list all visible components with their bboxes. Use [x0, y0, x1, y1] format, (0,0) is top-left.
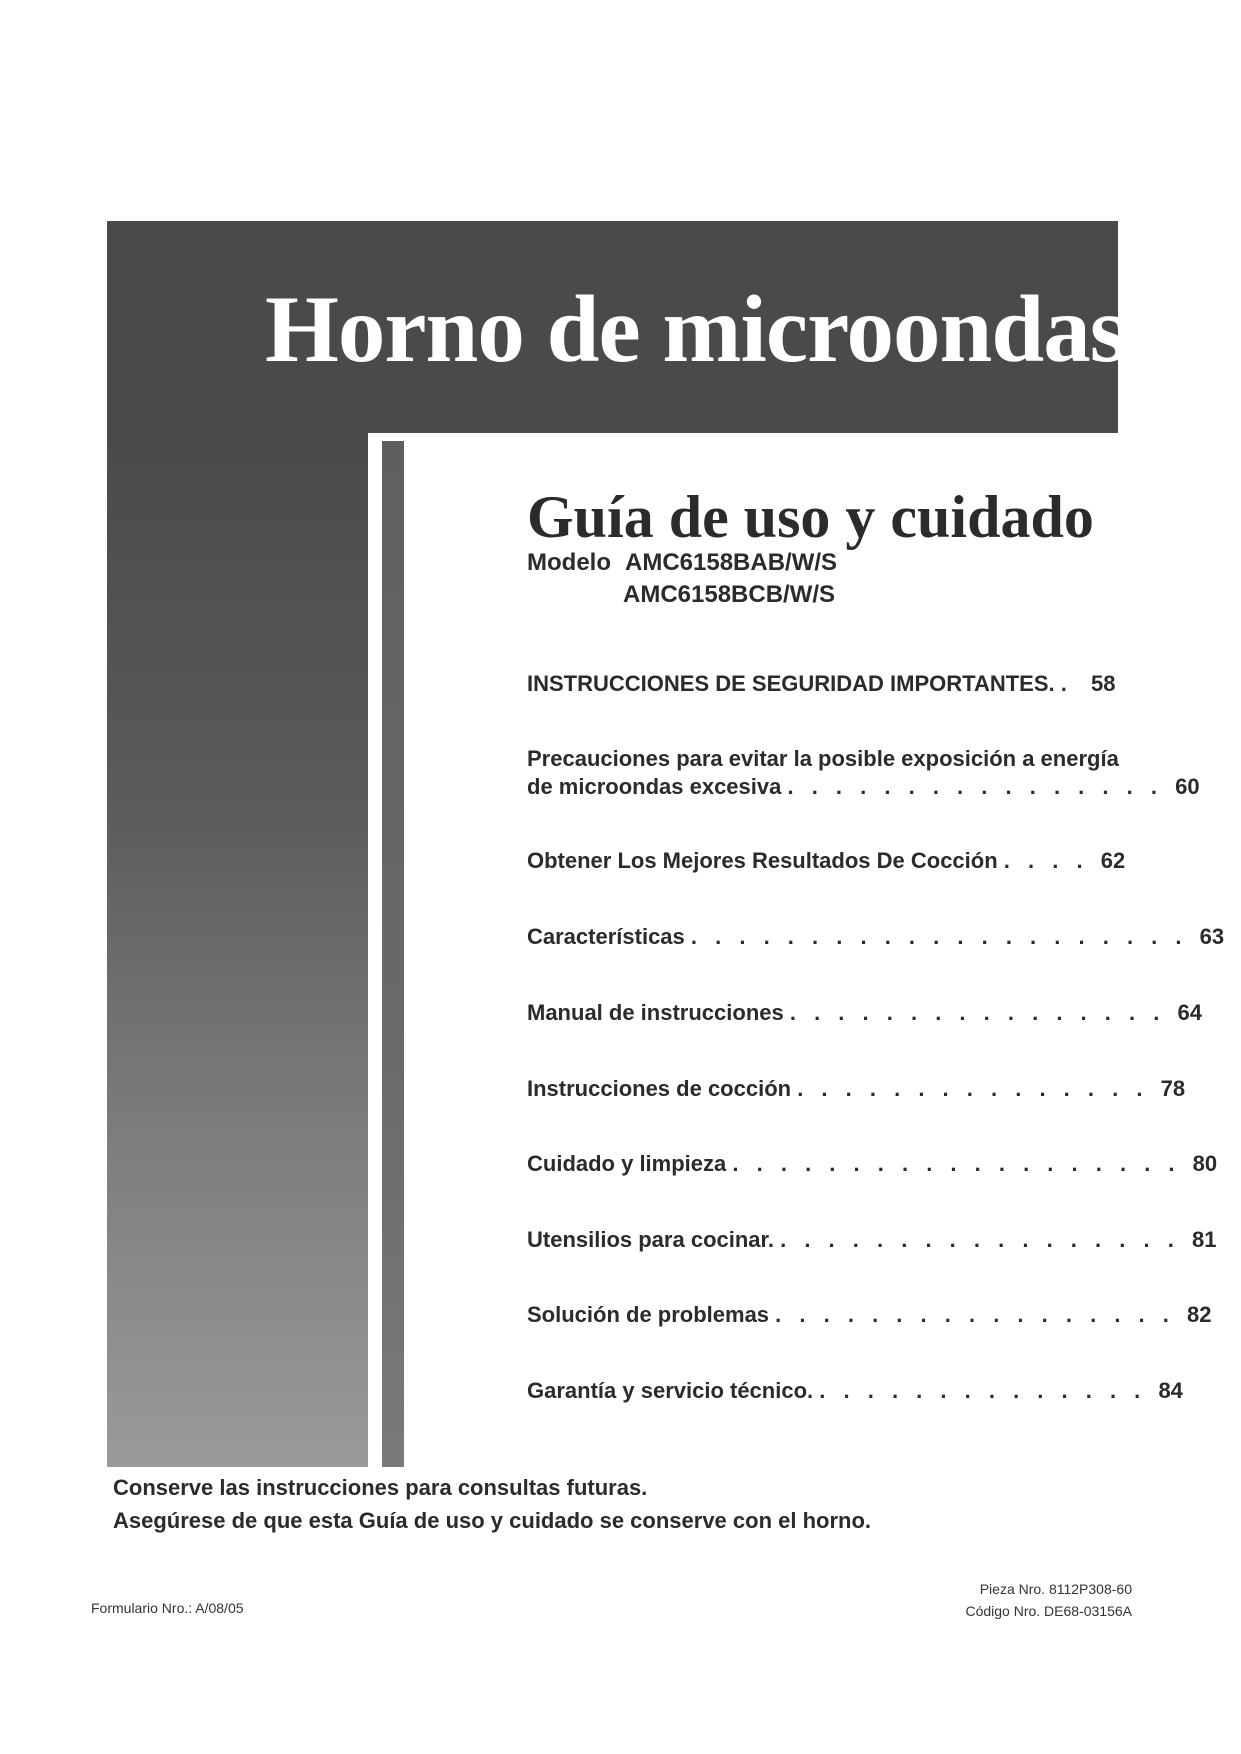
toc-entry-title: Instrucciones de cocción — [527, 1076, 792, 1101]
toc-entry-leader: . . . . . . . . . . . . . . . . . — [780, 1227, 1180, 1252]
toc-entry-page: 84 — [1158, 1378, 1183, 1403]
cover-stripe — [382, 441, 404, 1467]
toc-entry-leader: . . . . . . . . . . . . . . . . . — [775, 1302, 1175, 1327]
toc-entry-leader: . . . . . . . . . . . . . . . . . . . . . — [690, 924, 1188, 949]
toc-entry-leader: . . . . . . . . . . . . . . . . . . . — [732, 1151, 1181, 1176]
toc-entry-cooking[interactable] — [527, 1075, 1186, 1103]
model-line-1 — [527, 551, 837, 575]
toc-entry-page: 60 — [1175, 774, 1200, 799]
toc-entry-title: INSTRUCCIONES DE SEGURIDAD IMPORTANTES. — [527, 671, 1055, 696]
note-line-1: Conserve las instrucciones para consultas futuras. — [113, 1475, 648, 1500]
toc-entry-leader: . — [1060, 671, 1085, 696]
toc-entry-page: 63 — [1199, 924, 1225, 949]
toc-entry-page: 64 — [1177, 1000, 1202, 1025]
guide-subtitle: Guía de uso y cuidado — [527, 484, 1094, 550]
model-number-1: AMC6158BAB/W/S — [625, 549, 838, 576]
code-number: Código Nro. DE68-03156A — [965, 1603, 1132, 1619]
toc-entry-leader: . . . . . . . . . . . . . . . — [797, 1076, 1149, 1101]
toc-entry-title: Utensilios para cocinar. — [527, 1227, 774, 1252]
form-number: Formulario Nro.: A/08/05 — [91, 1600, 244, 1616]
note-line-2: Asegúrese de que esta Guía de uso y cuidado se conserve con el horno. — [113, 1508, 872, 1533]
toc-entry-page: 62 — [1100, 848, 1126, 873]
toc-entry-title-continued: de microondas excesiva — [527, 774, 782, 799]
toc-entry-safety[interactable] — [527, 670, 1117, 698]
keep-instructions-notes — [113, 1471, 871, 1537]
toc-entry-leader: . . . . . . . . . . . . . . . . — [787, 774, 1163, 799]
toc-entry-title: Cuidado y limpieza — [527, 1151, 727, 1176]
toc-entry-title: Obtener Los Mejores Resultados De Cocción — [527, 848, 998, 873]
toc-entry-precautions[interactable] — [527, 745, 1200, 801]
part-info — [965, 1578, 1132, 1622]
part-number: Pieza Nro. 8112P308-60 — [979, 1581, 1132, 1597]
toc-entry-best-results[interactable] — [527, 847, 1126, 875]
toc-entry-title: Manual de instrucciones — [527, 1000, 784, 1025]
toc-entry-title: Características — [527, 924, 685, 949]
toc-entry-title: Garantía y servicio técnico. — [527, 1378, 814, 1403]
toc-entry-warranty[interactable] — [527, 1377, 1183, 1405]
toc-entry-troubleshooting[interactable] — [527, 1301, 1212, 1329]
toc-entry-features[interactable] — [527, 923, 1225, 951]
toc-entry-utensils[interactable] — [527, 1226, 1217, 1254]
cover-band-left — [107, 433, 368, 1467]
toc-entry-care[interactable] — [527, 1150, 1218, 1178]
toc-entry-page: 82 — [1187, 1302, 1212, 1327]
toc-entry-title: Precauciones para evitar la posible exposición a energía — [527, 746, 1119, 771]
toc-entry-page: 81 — [1191, 1227, 1217, 1252]
model-label: Modelo — [527, 549, 611, 576]
toc-entry-page: 80 — [1192, 1151, 1218, 1176]
toc-entry-leader: . . . . . . . . . . . . . . . . — [789, 1000, 1166, 1025]
toc-entry-manual[interactable] — [527, 999, 1202, 1027]
cover-title: Horno de microondas — [265, 276, 1126, 382]
toc-entry-title: Solución de problemas — [527, 1302, 770, 1327]
model-number-2: AMC6158BCB/W/S — [623, 581, 836, 608]
toc-entry-page: 78 — [1160, 1076, 1186, 1101]
toc-entry-page: 58 — [1090, 671, 1116, 696]
toc-entry-leader: . . . . . . . . . . . . . . — [819, 1378, 1147, 1403]
toc-entry-leader: . . . . — [1003, 848, 1089, 873]
